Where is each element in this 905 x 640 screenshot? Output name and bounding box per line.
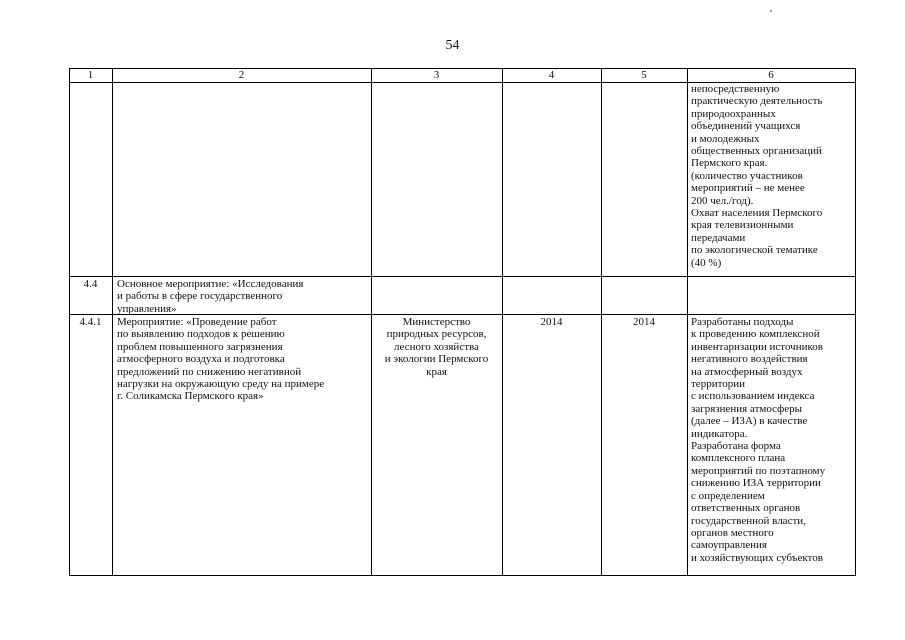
responsible-executor xyxy=(371,316,502,378)
text-line: территории xyxy=(691,378,746,391)
text-line: и экологии Пермского xyxy=(384,353,489,366)
text-line: края xyxy=(426,365,447,378)
column-header: 5 xyxy=(641,69,647,81)
text-line: природоохранных xyxy=(691,107,776,120)
row-number: 4.4.1 xyxy=(79,316,102,328)
row-divider xyxy=(69,276,856,277)
table-border-bottom xyxy=(69,575,856,576)
text-line: ответственных органов xyxy=(691,502,801,515)
text-line: края телевизионными xyxy=(691,219,794,232)
text-line: индикатора. xyxy=(691,427,748,440)
text-line: Основное мероприятие: «Исследования xyxy=(117,278,304,290)
text-line: Разработаны подходы xyxy=(691,316,794,328)
text-line: (40 %) xyxy=(691,256,722,269)
expected-result xyxy=(691,316,825,564)
text-line: непосредственную xyxy=(691,83,780,95)
text-line: практическую деятельность xyxy=(691,95,823,108)
text-line: атмосферного воздуха и подготовка xyxy=(117,353,285,366)
text-line: Пермского края. xyxy=(691,157,768,170)
start-year: 2014 xyxy=(540,316,563,328)
text-line: органов местного xyxy=(691,526,774,539)
text-line: комплексного плана xyxy=(691,452,786,465)
text-line: (далее – ИЗА) в качестве xyxy=(691,415,808,428)
text-line: самоуправления xyxy=(691,539,767,552)
text-line: Министерство xyxy=(402,316,471,328)
text-line: с использованием индекса xyxy=(691,390,815,403)
text-line: предложений по снижению негативной xyxy=(117,365,302,378)
text-line: передачами xyxy=(691,231,746,244)
text-line: природных ресурсов, xyxy=(386,328,487,341)
program-table xyxy=(69,68,856,576)
column-divider xyxy=(112,68,113,576)
text-line: снижению ИЗА территории xyxy=(691,477,821,490)
row-number: 4.4 xyxy=(83,278,98,290)
text-line: (количество участников xyxy=(691,169,803,182)
column-divider xyxy=(687,68,688,576)
text-line: и молодежных xyxy=(691,132,760,145)
text-line: негативного воздействия xyxy=(691,353,808,366)
text-line: объединений учащихся xyxy=(691,120,801,133)
table-border-right xyxy=(855,68,856,576)
text-line: к проведению комплексной xyxy=(691,328,820,341)
text-line: государственной власти, xyxy=(691,514,806,527)
text-line: управления» xyxy=(117,302,177,315)
text-line: нагрузки на окружающую среду на примере xyxy=(117,378,325,391)
main-activity-title xyxy=(117,278,303,315)
text-line: 200 чел./год). xyxy=(691,194,754,207)
text-line: Мероприятие: «Проведение работ xyxy=(117,316,277,328)
text-line: Охват населения Пермского xyxy=(691,207,823,220)
text-line: и хозяйствующих субъектов xyxy=(691,551,823,564)
column-header: 3 xyxy=(433,69,440,81)
text-line: по выявлению подходов к решению xyxy=(117,328,285,341)
text-line: на атмосферный воздух xyxy=(691,365,803,378)
text-line: проблем повышенного загрязнения xyxy=(117,340,283,353)
page-number: 54 xyxy=(445,38,460,53)
text-line: лесного хозяйства xyxy=(394,340,479,353)
scan-speck xyxy=(770,10,772,12)
continued-expected-result xyxy=(691,83,823,269)
column-header: 6 xyxy=(768,69,774,81)
text-line: г. Соликамска Пермского края» xyxy=(117,390,264,403)
text-line: загрязнения атмосферы xyxy=(691,402,803,415)
text-line: инвентаризации источников xyxy=(691,340,823,353)
text-line: общественных организаций xyxy=(691,145,822,158)
text-line: и работы в сфере государственного xyxy=(117,290,283,303)
text-line: по экологической тематике xyxy=(691,244,818,257)
activity-description xyxy=(117,316,324,403)
end-year: 2014 xyxy=(633,316,655,328)
column-header: 4 xyxy=(548,69,555,81)
text-line: с определением xyxy=(691,489,765,502)
column-header: 2 xyxy=(238,69,245,81)
text-line: мероприятий по поэтапному xyxy=(691,464,826,477)
text-line: мероприятий – не менее xyxy=(691,182,805,195)
column-header: 1 xyxy=(87,69,94,81)
text-line: Разработана форма xyxy=(691,440,781,453)
